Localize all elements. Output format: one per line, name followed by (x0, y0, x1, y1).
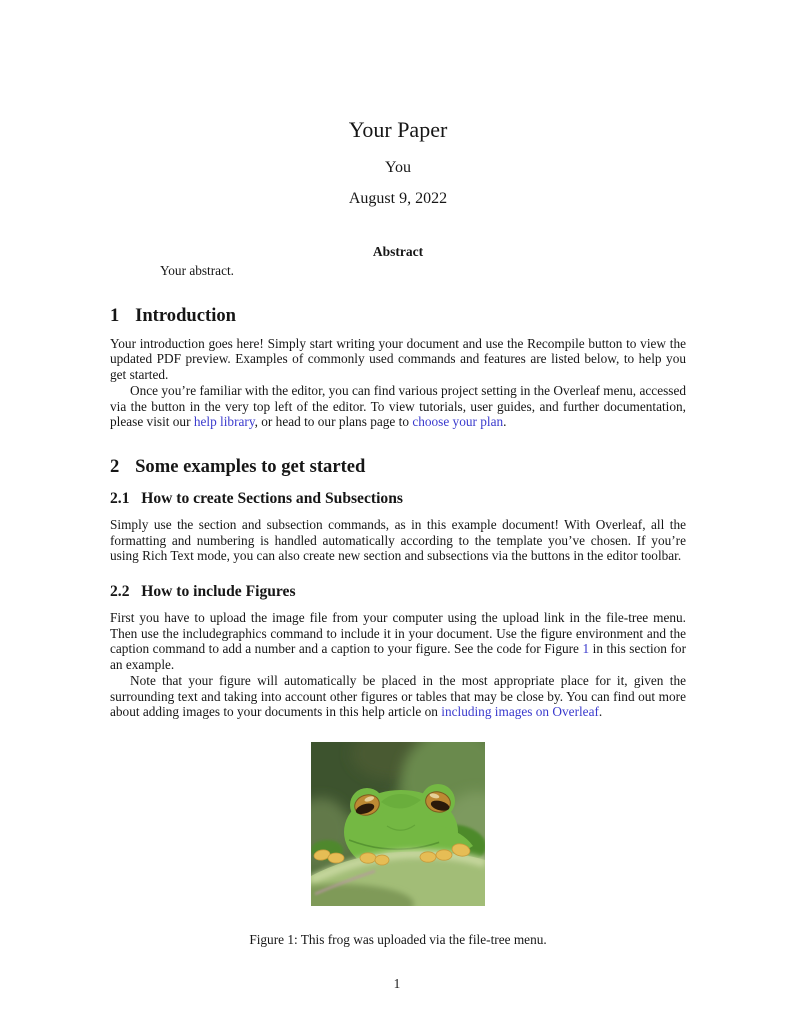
paper-title: Your Paper (348, 117, 448, 142)
section-heading-introduction (110, 304, 686, 327)
paragraph-text: First you have to upload the image file from your computer using the upload link in the file-tree menu. Then use the includegraphics command to include it in your document. Use the figure environment and the caption command to add a number and a caption to your figure. See the code for Figure (110, 610, 686, 657)
paragraph-text: , or head to our plans page to (254, 414, 413, 430)
intro-paragraph-2 (110, 383, 686, 430)
figures-paragraph-2 (110, 673, 686, 720)
subsection-number: 2.1 (110, 489, 130, 507)
abstract-text: Your abstract. (160, 263, 234, 278)
paragraph-text: Once you’re familiar with the editor, you can find various project setting in the Overleaf menu, accessed via the button in the very top left of the editor. To view tutorials, user guides, and further documentation, please visit our (110, 382, 686, 430)
subsection-heading-sections (110, 489, 686, 508)
figure-1-caption: Figure 1: This frog was uploaded via the file-tree menu. (249, 931, 547, 947)
help-library-link[interactable]: help library (193, 414, 255, 430)
paper-date: August 9, 2022 (348, 190, 448, 207)
section-number: 2 (110, 455, 120, 477)
section-heading-examples (110, 455, 686, 478)
figure-1-ref-link[interactable]: 1 (582, 641, 590, 657)
including-images-link[interactable]: including images on Overleaf (441, 704, 599, 720)
choose-your-plan-link[interactable]: choose your plan (412, 414, 504, 430)
paragraph-text: . (503, 414, 507, 430)
subsection-title: How to create Sections and Subsections (141, 489, 403, 507)
section-title: Introduction (135, 304, 237, 326)
paper-author: You (385, 159, 411, 176)
sections-paragraph: Simply use the section and subsection commands, as in this example document! With Overleaf, all the formatting and numbering is handled automatically according to the template you’ve chosen. If you’re using Rich Text mode, you can also create new section and subsections via the buttons in the editor toolbar. (110, 516, 686, 564)
paragraph-text: . (598, 704, 603, 720)
section-number: 1 (110, 304, 120, 326)
paragraph-text: Note that your figure will automatically be placed in the most appropriate place for it, given the surrounding text and taking into account other figures or tables that may be close by. You can find out more about adding images to your documents in this help article on (110, 672, 686, 720)
subsection-title: How to include Figures (141, 583, 296, 601)
subsection-number: 2.2 (110, 583, 130, 601)
figure-1 (110, 742, 686, 911)
page-number: 1 (393, 976, 401, 991)
subsection-heading-figures (110, 582, 686, 601)
figures-paragraph-1 (110, 610, 686, 673)
paragraph-text: in this section for an example. (110, 641, 686, 673)
section-title: Some examples to get started (135, 455, 366, 477)
document-content (110, 0, 686, 948)
frog-photo (311, 742, 485, 906)
intro-paragraph-1: Your introduction goes here! Simply start writing your document and use the Recompile button to view the updated PDF preview. Examples of commonly used commands and features are listed below, to help you get started. (110, 335, 686, 383)
abstract-heading: Abstract (372, 244, 424, 259)
